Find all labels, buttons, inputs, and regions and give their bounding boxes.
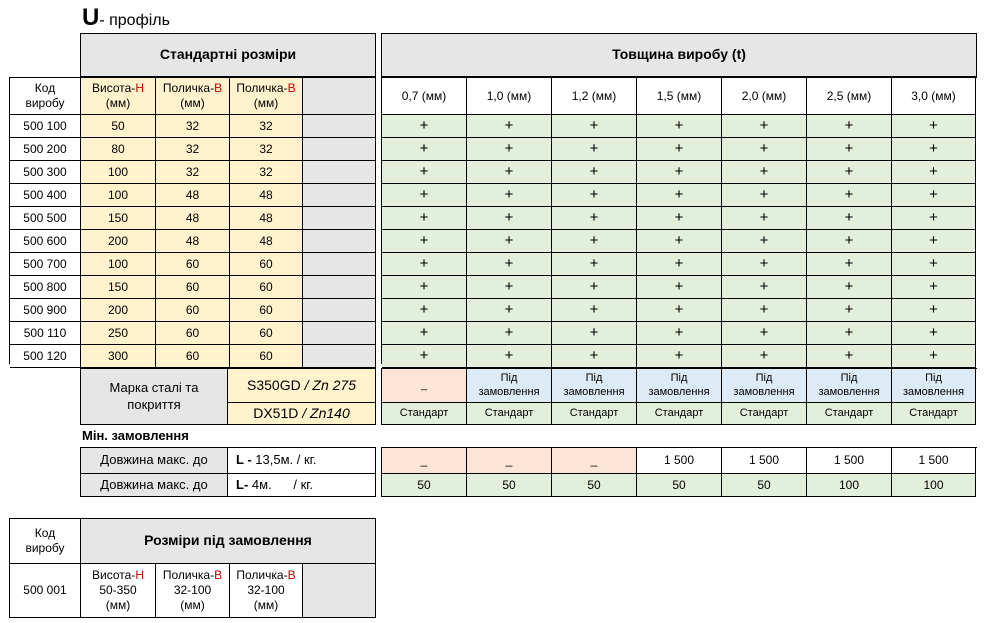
row-spacer [303,345,376,368]
min-order-value-short: 100 [892,474,976,497]
flange1-value: 60 [156,299,230,322]
availability-plus: + [807,276,892,299]
flange1-value: 48 [156,207,230,230]
code-header-line2: виробу [25,96,65,110]
steel-availability-bottom: Стандарт [382,403,467,425]
custom-flange1-name: Поличка-В [162,568,223,582]
availability-plus: + [467,230,552,253]
std-sizes-table [9,77,376,364]
availability-plus: + [807,161,892,184]
availability-plus: + [382,161,467,184]
row-spacer [303,299,376,322]
flange1-value: 32 [156,138,230,161]
row-spacer [303,322,376,345]
length-row-1-val: 13,5м. [255,452,294,468]
availability-plus: + [892,253,976,276]
availability-plus: + [807,207,892,230]
flange2-value: 60 [230,345,303,368]
flange1-value: 60 [156,322,230,345]
steel-availability-top: Під замовлення [637,369,722,403]
height-value: 150 [81,207,156,230]
steel-label: Марка сталі та покриття [81,369,228,425]
availability-plus: + [552,276,637,299]
availability-plus: + [892,161,976,184]
min-order-value-long: _ [467,448,552,474]
availability-plus: + [722,138,807,161]
row-spacer [303,207,376,230]
height-header-unit: (мм) [105,96,131,110]
steel-availability-bottom: Стандарт [892,403,976,425]
thickness-col-header: 1,2 (мм) [552,78,637,115]
height-value: 300 [81,345,156,368]
std-header-block [80,33,376,77]
custom-flange1 [156,564,230,618]
min-order-value-short: 100 [807,474,892,497]
availability-plus: + [807,345,892,368]
length-block [80,447,376,497]
availability-plus: + [637,322,722,345]
steel-availability-bottom: Стандарт [807,403,892,425]
steel-option-1 [228,369,376,403]
min-order-value-long: _ [552,448,637,474]
height-value: 200 [81,299,156,322]
custom-height [81,564,156,618]
availability-plus: + [637,207,722,230]
availability-plus: + [382,345,467,368]
availability-plus: + [722,253,807,276]
flange2-value: 32 [230,115,303,138]
availability-plus: + [552,184,637,207]
availability-plus: + [722,184,807,207]
availability-plus: + [467,345,552,368]
title-suffix: - профіль [99,12,170,29]
length-row-1-unit: / кг. [296,452,317,468]
height-value: 200 [81,230,156,253]
availability-plus: + [722,207,807,230]
availability-plus: + [382,115,467,138]
thickness-col-header: 0,7 (мм) [382,78,467,115]
length-row-2-unit: / кг. [293,476,314,492]
height-value: 50 [81,115,156,138]
height-header-name: Висота-Н [92,81,144,95]
custom-flange1-range: 32-100 [173,583,212,597]
steel-availability-top: Під замовлення [467,369,552,403]
length-row-2-value [228,474,376,497]
product-code: 500 110 [10,322,81,345]
availability-plus: + [807,253,892,276]
min-order-value-short: 50 [382,474,467,497]
flange1-header-unit: (мм) [180,96,205,110]
availability-plus: + [892,322,976,345]
availability-plus: + [382,276,467,299]
product-code: 500 400 [10,184,81,207]
availability-plus: + [892,184,976,207]
code-header [10,78,81,115]
thickness-col-header: 1,0 (мм) [467,78,552,115]
length-row-2-L: L- [236,476,249,492]
page-title [82,4,170,30]
steel-1-grade: S350GD [247,376,301,393]
steel-availability-bottom: Стандарт [637,403,722,425]
steel-1-coat: / Zn 275 [304,376,356,393]
flange2-value: 60 [230,276,303,299]
steel-option-2 [228,403,376,425]
availability-plus: + [467,299,552,322]
thickness-header-block [381,33,977,77]
availability-plus: + [807,299,892,322]
std-sizes-header: Стандартні розміри [81,34,376,77]
steel-availability-bottom: Стандарт [467,403,552,425]
custom-code-header-line1: Код [34,526,56,540]
availability-plus: + [722,345,807,368]
thickness-col-header: 1,5 (мм) [637,78,722,115]
length-row-1-L: L - [236,452,252,468]
flange2-value: 60 [230,253,303,276]
availability-plus: + [467,138,552,161]
custom-code-header-line2: виробу [25,541,65,555]
availability-plus: + [552,115,637,138]
flange1-header-name: Поличка-В [162,81,223,95]
availability-plus: + [892,299,976,322]
availability-plus: + [382,184,467,207]
availability-plus: + [637,138,722,161]
row-spacer [303,138,376,161]
custom-flange2-range: 32-100 [247,583,285,597]
availability-plus: + [722,276,807,299]
min-order-label: Мін. замовлення [82,428,189,443]
custom-height-range: 50-350 [99,583,137,597]
min-order-value-short: 50 [637,474,722,497]
availability-plus: + [722,115,807,138]
min-order-value-short: 50 [552,474,637,497]
flange1-value: 60 [156,253,230,276]
min-order-value-short: 50 [467,474,552,497]
product-code: 500 800 [10,276,81,299]
steel-availability-top: Під замовлення [722,369,807,403]
row-spacer [303,276,376,299]
flange1-value: 32 [156,115,230,138]
flange1-value: 60 [156,345,230,368]
availability-plus: + [552,207,637,230]
steel-availability-top: _ [382,369,467,403]
custom-sizes-table [9,518,376,618]
availability-plus: + [807,138,892,161]
product-code: 500 700 [10,253,81,276]
availability-plus: + [552,345,637,368]
availability-plus: + [722,322,807,345]
product-code: 500 600 [10,230,81,253]
row-spacer [303,230,376,253]
availability-plus: + [722,230,807,253]
availability-plus: + [467,184,552,207]
flange1-value: 48 [156,230,230,253]
availability-plus: + [467,276,552,299]
custom-height-name: Висота-Н [92,568,144,582]
availability-plus: + [807,115,892,138]
steel-availability-top: Під замовлення [807,369,892,403]
custom-flange2-name: Поличка-В [236,568,296,582]
product-code: 500 500 [10,207,81,230]
availability-plus: + [382,322,467,345]
min-order-value-long: _ [382,448,467,474]
height-value: 250 [81,322,156,345]
flange1-header [156,78,230,115]
thickness-header: Товщина виробу (t) [382,34,977,77]
flange2-header-name: Поличка-В [236,81,296,95]
flange2-header-unit: (мм) [253,96,279,110]
length-row-1-label: Довжина макс. до [81,448,228,474]
availability-plus: + [552,230,637,253]
availability-plus: + [807,184,892,207]
min-order-value-long: 1 500 [807,448,892,474]
steel-2-coat: / Zn140 [302,404,350,421]
height-header [81,78,156,115]
row-spacer [303,184,376,207]
custom-flange1-unit: (мм) [180,598,205,612]
steel-2-grade: DX51D [253,404,299,421]
availability-plus: + [637,115,722,138]
steel-block [80,368,376,425]
availability-plus: + [552,299,637,322]
title-prefix: U [82,4,100,31]
flange2-value: 48 [230,207,303,230]
availability-plus: + [382,299,467,322]
flange2-value: 48 [230,184,303,207]
custom-height-unit: (мм) [105,598,131,612]
length-row-1-value [228,448,376,474]
availability-plus: + [637,299,722,322]
availability-plus: + [552,138,637,161]
thickness-col-header: 2,0 (мм) [722,78,807,115]
availability-plus: + [637,230,722,253]
availability-plus: + [382,230,467,253]
min-order-value-long: 1 500 [892,448,976,474]
availability-plus: + [467,115,552,138]
height-value: 150 [81,276,156,299]
availability-plus: + [382,253,467,276]
thickness-col-header: 2,5 (мм) [807,78,892,115]
steel-thickness-block [381,368,977,425]
thickness-table [381,77,977,364]
product-code: 500 900 [10,299,81,322]
height-value: 100 [81,253,156,276]
flange2-value: 60 [230,299,303,322]
length-row-2-label: Довжина макс. до [81,474,228,497]
flange2-value: 60 [230,322,303,345]
product-code: 500 100 [10,115,81,138]
availability-plus: + [807,322,892,345]
product-code: 500 200 [10,138,81,161]
availability-plus: + [552,161,637,184]
height-value: 100 [81,161,156,184]
flange1-value: 60 [156,276,230,299]
availability-plus: + [637,184,722,207]
availability-plus: + [382,207,467,230]
custom-sizes-header: Розміри під замовлення [81,519,376,564]
row-spacer [303,115,376,138]
steel-availability-bottom: Стандарт [552,403,637,425]
flange2-value: 32 [230,138,303,161]
length-row-2-val: 4м. [251,476,272,492]
spacer-header [303,78,376,115]
availability-plus: + [722,161,807,184]
flange1-value: 32 [156,161,230,184]
height-value: 80 [81,138,156,161]
length-values-block [381,447,977,497]
availability-plus: + [467,161,552,184]
availability-plus: + [892,230,976,253]
availability-plus: + [467,253,552,276]
height-value: 100 [81,184,156,207]
availability-plus: + [892,115,976,138]
availability-plus: + [637,253,722,276]
availability-plus: + [552,253,637,276]
availability-plus: + [722,299,807,322]
availability-plus: + [892,345,976,368]
custom-spacer [303,564,376,618]
availability-plus: + [807,230,892,253]
custom-flange2-unit: (мм) [253,598,279,612]
code-header-line1: Код [34,81,56,95]
custom-code: 500 001 [10,564,81,618]
min-order-value-long: 1 500 [637,448,722,474]
availability-plus: + [637,276,722,299]
availability-plus: + [382,138,467,161]
availability-plus: + [552,322,637,345]
flange2-value: 48 [230,230,303,253]
availability-plus: + [892,276,976,299]
availability-plus: + [892,207,976,230]
flange1-value: 48 [156,184,230,207]
min-order-value-short: 50 [722,474,807,497]
row-spacer [303,253,376,276]
availability-plus: + [467,207,552,230]
availability-plus: + [637,161,722,184]
availability-plus: + [637,345,722,368]
steel-availability-top: Під замовлення [892,369,976,403]
steel-availability-bottom: Стандарт [722,403,807,425]
min-order-value-long: 1 500 [722,448,807,474]
custom-flange2 [230,564,303,618]
thickness-col-header: 3,0 (мм) [892,78,976,115]
flange2-header [230,78,303,115]
flange2-value: 32 [230,161,303,184]
product-code: 500 300 [10,161,81,184]
availability-plus: + [892,138,976,161]
product-code: 500 120 [10,345,81,368]
steel-availability-top: Під замовлення [552,369,637,403]
custom-code-header [10,519,81,564]
availability-plus: + [467,322,552,345]
row-spacer [303,161,376,184]
